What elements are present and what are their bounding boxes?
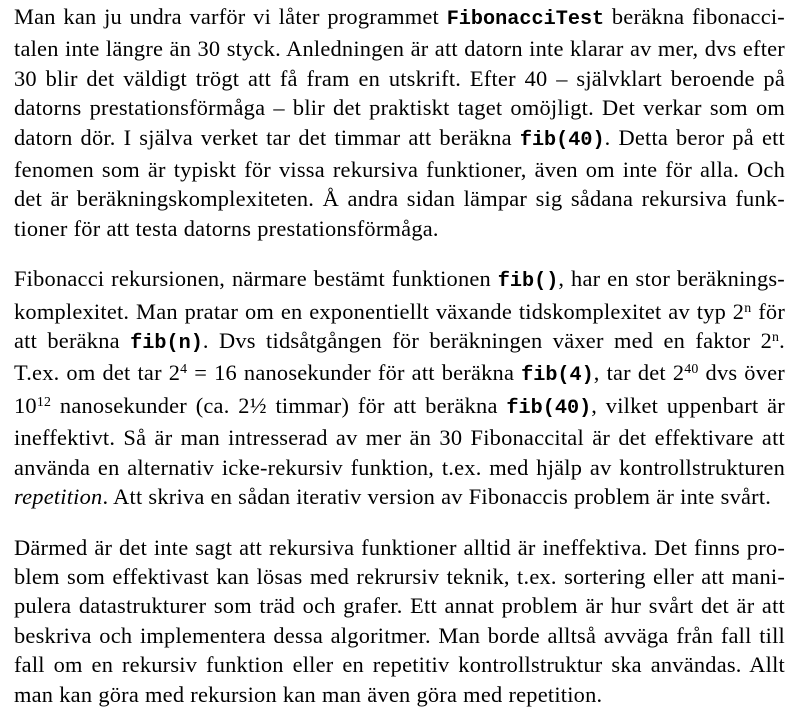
text-span: Man kan ju undra varför vi låter programmet (14, 4, 447, 29)
document-body (14, 2, 785, 709)
code-span: FibonacciTest (446, 8, 605, 31)
text-span: = 16 nanosekunder för att beräkna (187, 360, 522, 386)
text-span: . Att skriva en sådan iterativ version av Fibonaccis problem är inte svårt. (102, 484, 772, 510)
text-span: ineffektivt. Så är man intresserad av mer än 30 Fibonaccital är det effektivare att (14, 425, 785, 451)
text-span: datorn dör. I själva verket tar det timmar att beräkna (14, 124, 520, 150)
paragraph (14, 2, 785, 243)
superscript-span: n (772, 329, 780, 345)
text-line (14, 93, 785, 122)
text-span: för (751, 298, 786, 324)
text-line (14, 326, 785, 358)
emphasis-span: repetition (14, 484, 103, 510)
superscript-span: 12 (36, 394, 52, 410)
text-line (14, 64, 785, 93)
text-span: datorns prestationsförmåga – blir det praktiskt taget omöjligt. Det verkar som om (14, 95, 785, 121)
code-span: fib() (497, 270, 559, 294)
text-span: beräkna fibonacci- (604, 4, 785, 29)
text-span: , har en stor beräknings- (558, 266, 785, 292)
text-line (14, 591, 785, 620)
text-line (14, 680, 785, 709)
text-line (14, 155, 785, 184)
text-line (14, 423, 785, 452)
text-span: talen inte längre än 30 styck. Anledningen är att datorn inte klarar av mer, dvs efter (14, 36, 785, 62)
paragraph (14, 264, 785, 511)
text-line (14, 214, 785, 243)
text-span: 10 (14, 392, 37, 418)
code-span: fib(40) (506, 396, 592, 420)
text-line (14, 453, 785, 482)
text-line (14, 562, 785, 591)
text-span: , tar det 2 (593, 360, 685, 386)
text-line (14, 264, 785, 296)
text-line (14, 184, 785, 213)
text-span: använda en alternativ icke-rekursiv funktion, t.ex. med hjälp av kontrollstrukturen (14, 454, 785, 480)
text-span: blem som effektivast kan lösas med rekrursiv teknik, t.ex. sortering eller att mani- (14, 563, 785, 589)
superscript-span: 40 (684, 362, 699, 378)
text-span: tioner för att testa datorns prestationsförmåga. (14, 215, 439, 241)
paragraph (14, 533, 785, 709)
text-line (14, 297, 785, 326)
superscript-span: n (744, 300, 752, 316)
superscript-span: 4 (180, 362, 188, 378)
text-span: Därmed är det inte sagt att rekursiva funktioner alltid är ineffektiva. Det finns pro- (14, 534, 785, 560)
code-span: fib(n) (130, 332, 203, 356)
text-span: . Detta beror på ett (604, 124, 785, 150)
text-span: T.ex. om det tar 2 (14, 360, 181, 386)
text-span: fall om en rekursiv funktion eller en repetitiv kontrollstruktur ska användas. Allt (14, 652, 785, 678)
text-span: komplexitet. Man pratar om en exponentiellt växande tidskomplexitet av typ 2 (14, 298, 745, 324)
text-span: pulera datastrukturer som träd och grafer. Ett annat problem är hur svårt det är att (14, 593, 785, 619)
text-span: , vilket uppenbart är (591, 392, 785, 418)
text-line (14, 482, 785, 511)
text-line (14, 533, 785, 562)
text-span: . (779, 328, 785, 354)
text-span: att beräkna (14, 328, 131, 354)
text-line (14, 650, 785, 679)
text-span: 30 blir det väldigt trögt att få fram en utskrift. Efter 40 – självklart beroende på (14, 65, 785, 91)
text-span: man kan göra med rekursion kan man även göra med repetition. (14, 681, 603, 707)
text-span: fenomen som är typiskt för vissa rekursiva funktioner, även om inte för alla. Och (14, 157, 785, 183)
text-span: nanosekunder (ca. 2½ timmar) för att beräkna (51, 392, 507, 418)
text-span: . Dvs tidsåtgången för beräkningen växer med en faktor 2 (202, 328, 772, 354)
text-line (14, 621, 785, 650)
text-line (14, 391, 785, 423)
text-line (14, 358, 785, 390)
text-span: beskriva och implementera dessa algoritmer. Man borde alltså avväga från fall till (14, 622, 785, 648)
code-span: fib(40) (519, 128, 605, 152)
text-span: det är beräkningskomplexiteten. Å andra sidan lämpar sig sådana rekursiva funk- (14, 186, 785, 212)
text-line (14, 123, 785, 155)
text-line (14, 34, 785, 63)
text-line (14, 2, 785, 34)
code-span: fib(4) (521, 364, 594, 388)
text-span: Fibonacci rekursionen, närmare bestämt funktionen (14, 266, 498, 292)
text-span: dvs över (698, 360, 785, 386)
